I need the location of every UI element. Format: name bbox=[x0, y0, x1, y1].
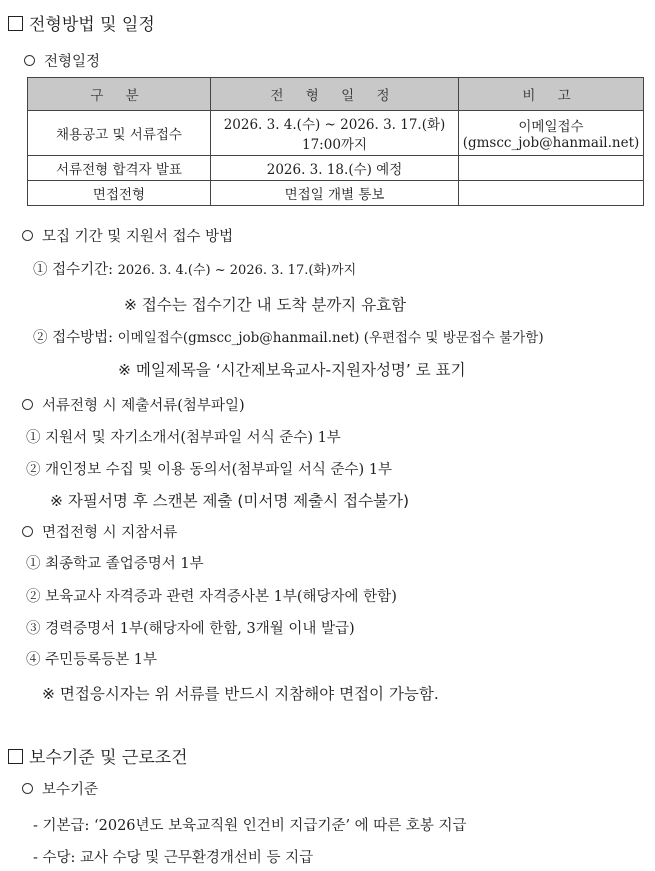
interview-label: 면접전형 시 지참서류 bbox=[42, 525, 178, 541]
method-label: ② 접수방법: bbox=[33, 330, 114, 346]
row-name: 채용공고 및 서류접수 bbox=[28, 111, 211, 156]
period-label: ① 접수기간: bbox=[33, 262, 114, 278]
row-date bbox=[211, 111, 459, 156]
checkbox-square-icon bbox=[8, 16, 23, 31]
docs-label: 서류전형 시 제출서류(첨부파일) bbox=[42, 398, 245, 414]
circle-bullet-icon bbox=[22, 526, 33, 537]
row-note bbox=[459, 111, 644, 156]
row-date: 면접일 개별 통보 bbox=[211, 181, 459, 206]
list-item: ① 지원서 및 자기소개서(첨부파일 서식 준수) 1부 bbox=[26, 430, 341, 446]
list-item: - 기본급: ‘2026년도 보육교직원 인건비 지급기준’ 에 따른 호봉 지급 bbox=[33, 818, 467, 834]
table-row bbox=[28, 181, 644, 206]
circle-bullet-icon bbox=[22, 230, 33, 241]
table-row bbox=[28, 156, 644, 181]
header-category: 구 분 bbox=[28, 78, 211, 111]
recruit-method bbox=[33, 326, 544, 347]
circle-bullet-icon bbox=[24, 55, 35, 66]
circle-bullet-icon bbox=[22, 783, 33, 794]
row-date: 2026. 3. 18.(수) 예정 bbox=[211, 156, 459, 181]
row-note bbox=[459, 156, 644, 181]
checkbox-square-icon bbox=[8, 749, 23, 764]
row-note-line2: (gmscc_job@hanmail.net) bbox=[462, 135, 640, 151]
recruit-period bbox=[33, 258, 356, 279]
row-date-line1: 2026. 3. 4.(수) ~ 2026. 3. 17.(화) bbox=[223, 117, 446, 133]
schedule-heading bbox=[24, 50, 100, 71]
row-note bbox=[459, 181, 644, 206]
recruit-label: 모집 기간 및 지원서 접수 방법 bbox=[42, 229, 234, 245]
schedule-label: 전형일정 bbox=[44, 54, 101, 70]
row-name: 서류전형 합격자 발표 bbox=[28, 156, 211, 181]
section-title: 전형방법 및 일정 bbox=[29, 15, 155, 35]
method-value: 이메일접수(gmscc_job@hanmail.net) (우편접수 및 방문접수 불가함) bbox=[117, 330, 544, 346]
list-item: ① 최종학교 졸업증명서 1부 bbox=[26, 556, 204, 572]
header-schedule: 전 형 일 정 bbox=[211, 78, 459, 111]
list-item: ③ 경력증명서 1부(해당자에 한함, 3개월 이내 발급) bbox=[26, 621, 355, 637]
list-item: ④ 주민등록등본 1부 bbox=[26, 652, 157, 668]
table-row bbox=[28, 111, 644, 156]
pay-label: 보수기준 bbox=[42, 782, 99, 798]
interview-heading bbox=[22, 521, 177, 542]
period-value: 2026. 3. 4.(수) ~ 2026. 3. 17.(화)까지 bbox=[117, 263, 357, 278]
period-note: ※ 접수는 접수기간 내 도착 분까지 유효함 bbox=[124, 296, 407, 314]
section-title: 보수기준 및 근로조건 bbox=[29, 748, 188, 768]
header-remarks: 비 고 bbox=[459, 78, 644, 111]
interview-note: ※ 면접응시자는 위 서류를 반드시 지참해야 면접이 가능함. bbox=[42, 685, 439, 703]
table-header-row bbox=[28, 78, 644, 111]
method-note: ※ 메일제목을 ‘시간제보육교사-지원자성명’ 로 표기 bbox=[118, 361, 466, 379]
section-heading bbox=[8, 743, 188, 768]
recruit-heading bbox=[22, 225, 233, 246]
row-date-line2: 17:00까지 bbox=[302, 137, 367, 153]
docs-note: ※ 자필서명 후 스캔본 제출 (미서명 제출시 접수불가) bbox=[50, 492, 410, 510]
pay-heading bbox=[22, 778, 98, 799]
row-note-line1: 이메일접수 bbox=[518, 119, 584, 135]
section-heading bbox=[8, 10, 155, 35]
docs-heading bbox=[22, 394, 245, 415]
list-item: - 수당: 교사 수당 및 근무환경개선비 등 지급 bbox=[33, 850, 314, 866]
schedule-table bbox=[27, 77, 644, 206]
row-name: 면접전형 bbox=[28, 181, 211, 206]
list-item: ② 보육교사 자격증과 관련 자격증사본 1부(해당자에 한함) bbox=[26, 589, 397, 605]
circle-bullet-icon bbox=[22, 399, 33, 410]
list-item: ② 개인정보 수집 및 이용 동의서(첨부파일 서식 준수) 1부 bbox=[26, 462, 393, 478]
